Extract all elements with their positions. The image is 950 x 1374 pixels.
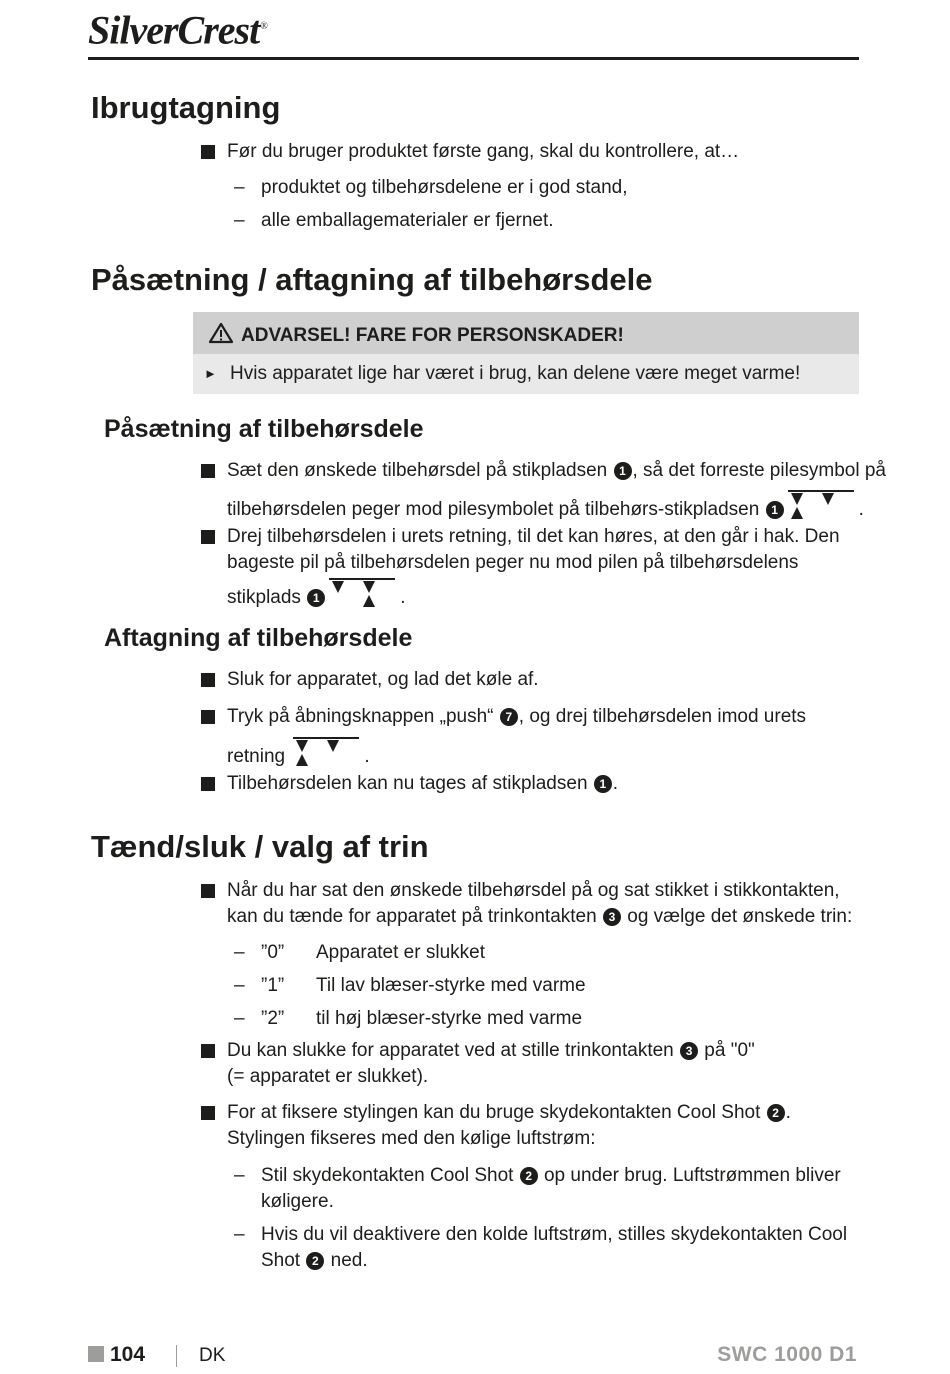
paasaetning-bullet-1-line-1 [227, 459, 886, 483]
square-bullet-icon [201, 884, 215, 898]
text: Shot [261, 1250, 306, 1271]
alignment-arrows-icon [788, 489, 856, 523]
square-bullet-icon [201, 777, 215, 791]
taend-bullet-3-line-1 [227, 1101, 791, 1125]
square-bullet-icon [201, 464, 215, 478]
dash-icon: – [234, 1165, 245, 1186]
text: tilbehørsdelen peger mod pilesymbolet på tilbehørs-stikpladsen [227, 499, 765, 520]
taend-dash-2-line-1: Hvis du vil deaktivere den kolde luftstrøm, stilles skydekontakten Cool [261, 1224, 848, 1245]
taend-bullet-2-line-2: (= apparatet er slukket). [227, 1066, 429, 1087]
paasaetning-bullet-2-line-1: Drej tilbehørsdelen i urets retning, til det kan høres, at den går i hak. Den [227, 526, 840, 547]
ref-number-2: 2 [520, 1167, 538, 1185]
footer-square-icon [88, 1346, 104, 1362]
ref-number-3: 3 [603, 908, 621, 926]
heading-paasaetning: Påsætning af tilbehørsdele [104, 415, 424, 443]
text: på "0" [699, 1040, 755, 1061]
text: . [785, 1102, 791, 1123]
ref-number-1: 1 [594, 775, 612, 793]
level-desc-2: til høj blæser-styrke med varme [316, 1008, 583, 1029]
taend-bullet-1-line-1: Når du har sat den ønskede tilbehørsdel på og sat stikket i stikkontakten, [227, 880, 840, 901]
level-desc-0: Apparatet er slukket [316, 942, 485, 963]
paasaetning-bullet-2-line-2: bageste pil på tilbehørsdelen peger nu mod pilen på tilbehørsdelens [227, 552, 799, 573]
dash-icon: – [234, 1224, 245, 1245]
heading-aftagning: Aftagning af tilbehørsdele [104, 624, 413, 652]
warning-triangle-icon [208, 322, 234, 344]
ref-number-1: 1 [307, 589, 325, 607]
header-rule [88, 57, 859, 60]
text: Sæt den ønskede tilbehørsdel på stikpladsen [227, 460, 613, 481]
aftagning-bullet-2-line-2 [227, 736, 370, 770]
text: Tryk på åbningsknappen „push“ [227, 706, 499, 727]
aftagning-bullet-3 [227, 772, 618, 796]
warning-text: Hvis apparatet lige har været i brug, kan delene være meget varme! [230, 363, 801, 384]
dash-icon: – [234, 975, 245, 996]
ibrugtagning-dash-2: alle emballagematerialer er fjernet. [261, 210, 554, 231]
taend-bullet-1-line-2 [227, 905, 852, 929]
warning-title: ADVARSEL! FARE FOR PERSONSKADER! [241, 325, 624, 346]
level-desc-1: Til lav blæser-styrke med varme [316, 975, 586, 996]
page-number: 104 [110, 1343, 146, 1366]
ref-number-2: 2 [306, 1252, 324, 1270]
text: stikplads [227, 587, 307, 608]
warning-box [193, 312, 859, 394]
text: Du kan slukke for apparatet ved at stille trinkontakten [227, 1040, 680, 1061]
text: retning [227, 746, 291, 767]
arrow-right-icon: ► [204, 366, 217, 381]
heading-paasaetning-aftagning: Påsætning / aftagning af tilbehørsdele [91, 262, 653, 297]
square-bullet-icon [201, 1106, 215, 1120]
square-bullet-icon [201, 673, 215, 687]
text: ned. [325, 1250, 368, 1271]
text: , så det forreste pilesymbol på [632, 460, 886, 481]
text: Stil skydekontakten Cool Shot [261, 1165, 519, 1186]
dash-icon: – [234, 177, 245, 198]
square-bullet-icon [201, 710, 215, 724]
text: . [612, 773, 619, 794]
registered-mark: ® [260, 21, 267, 32]
dash-icon: – [234, 1008, 245, 1029]
paasaetning-bullet-2-line-3 [227, 577, 405, 611]
text: op under brug. Luftstrømmen bliver [538, 1165, 841, 1186]
text: Tilbehørsdelen kan nu tages af stikpladsen [227, 773, 593, 794]
level-key-0: ”0” [261, 942, 285, 963]
square-bullet-icon [201, 530, 215, 544]
text: . [400, 587, 406, 608]
text: kan du tænde for apparatet på trinkontakten [227, 906, 602, 927]
text: og vælge det ønskede trin: [621, 906, 853, 927]
brand-logo [88, 4, 267, 53]
ref-number-1: 1 [766, 501, 784, 519]
taend-dash-1-line-1 [261, 1164, 841, 1188]
dash-icon: – [234, 210, 245, 231]
taend-bullet-3-line-2: Stylingen fikseres med den kølige luftstrøm: [227, 1128, 596, 1149]
text: , og drej tilbehørsdelen imod urets [518, 706, 807, 727]
text: . [858, 499, 864, 520]
level-key-2: ”2” [261, 1008, 285, 1029]
ibrugtagning-bullet-1: Før du bruger produktet første gang, skal du kontrollere, at… [227, 141, 740, 162]
ref-number-1: 1 [614, 462, 632, 480]
level-key-1: ”1” [261, 975, 285, 996]
taend-bullet-2-line-1 [227, 1039, 755, 1063]
ref-number-2: 2 [767, 1104, 785, 1122]
alignment-arrows-icon [293, 736, 361, 770]
aftagning-bullet-2-line-1 [227, 705, 806, 729]
aftagning-bullet-1: Sluk for apparatet, og lad det køle af. [227, 669, 539, 690]
warning-header [193, 312, 859, 354]
text: . [364, 746, 370, 767]
dash-icon: – [234, 942, 245, 963]
ref-number-7: 7 [500, 708, 518, 726]
alignment-arrows-icon [329, 577, 397, 611]
taend-dash-2-line-2 [261, 1249, 368, 1273]
square-bullet-icon [201, 1044, 215, 1058]
taend-dash-1-line-2: køligere. [261, 1191, 334, 1212]
ref-number-3: 3 [680, 1042, 698, 1060]
heading-ibrugtagning: Ibrugtagning [91, 90, 281, 125]
footer-model: SWC 1000 D1 [717, 1343, 857, 1366]
brand-name: SilverCrest [88, 7, 260, 53]
paasaetning-bullet-1-line-2 [227, 489, 864, 523]
heading-taend-sluk: Tænd/sluk / valg af trin [91, 829, 429, 864]
ibrugtagning-dash-1: produktet og tilbehørsdelene er i god stand, [261, 177, 628, 198]
footer-divider [176, 1345, 177, 1367]
footer-language: DK [199, 1345, 226, 1366]
square-bullet-icon [201, 145, 215, 159]
text: For at fiksere stylingen kan du bruge skydekontakten Cool Shot [227, 1102, 766, 1123]
